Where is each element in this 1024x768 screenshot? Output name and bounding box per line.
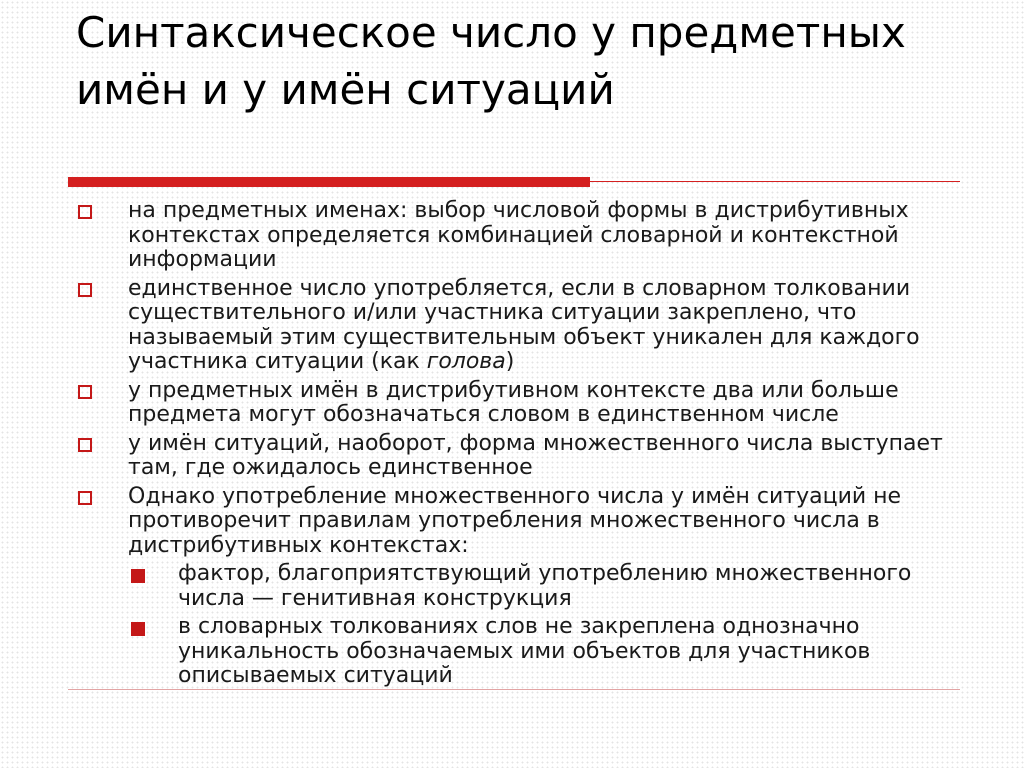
bullet-item [76, 199, 956, 273]
sub-bullet-text: фактор, благоприятствующий употреблению множественного числа — генитивная конструкция [178, 561, 912, 611]
hollow-square-bullet-icon [78, 385, 92, 399]
bullet-text [128, 276, 920, 375]
hollow-square-bullet-icon [78, 283, 92, 297]
bullet-text: у предметных имён в дистрибутивном контексте два или больше предмета могут обозначаться словом в единственном числе [128, 377, 899, 427]
bullet-text: на предметных именах: выбор числовой формы в дистрибутивных контекстах определяется комбинацией словарной и контекстной информации [128, 198, 909, 272]
footer-divider [68, 689, 960, 690]
filled-square-bullet-icon [131, 569, 145, 583]
sub-bullet-item [128, 615, 956, 689]
bullet-item [76, 379, 956, 428]
title-underline-thin [590, 181, 960, 182]
sub-bullet-list [128, 562, 956, 689]
hollow-square-bullet-icon [78, 205, 92, 219]
bullet-text-part: ) [505, 349, 515, 374]
hollow-square-bullet-icon [78, 438, 92, 452]
bullet-text-italic: голова [426, 349, 506, 374]
bullet-item [76, 277, 956, 375]
bullet-text: Однако употребление множественного числа у имён ситуаций не противоречит правилам употребления множественного числа в дистрибутивных контекстах: [128, 483, 902, 558]
bullet-list [76, 199, 956, 693]
bullet-item [76, 485, 956, 689]
slide-title: Синтаксическое число у предметных имён и у имён ситуаций [76, 8, 906, 114]
title-underline-thick [68, 177, 590, 187]
sub-bullet-item [128, 562, 956, 611]
bullet-text-part: единственное число употребляется, если в словарном толковании существительного и/или участника ситуации закреплено, что называемый этим существительным объект уникален для каждого участника ситуации (как [128, 275, 920, 374]
filled-square-bullet-icon [131, 622, 145, 636]
bullet-item [76, 432, 956, 481]
bullet-text: у имён ситуаций, наоборот, форма множественного числа выступает там, где ожидалось единственное [128, 430, 943, 480]
sub-bullet-text: в словарных толкованиях слов не закреплена однозначно уникальность обозначаемых ими объектов для участников описываемых ситуаций [178, 614, 871, 688]
hollow-square-bullet-icon [78, 491, 92, 505]
